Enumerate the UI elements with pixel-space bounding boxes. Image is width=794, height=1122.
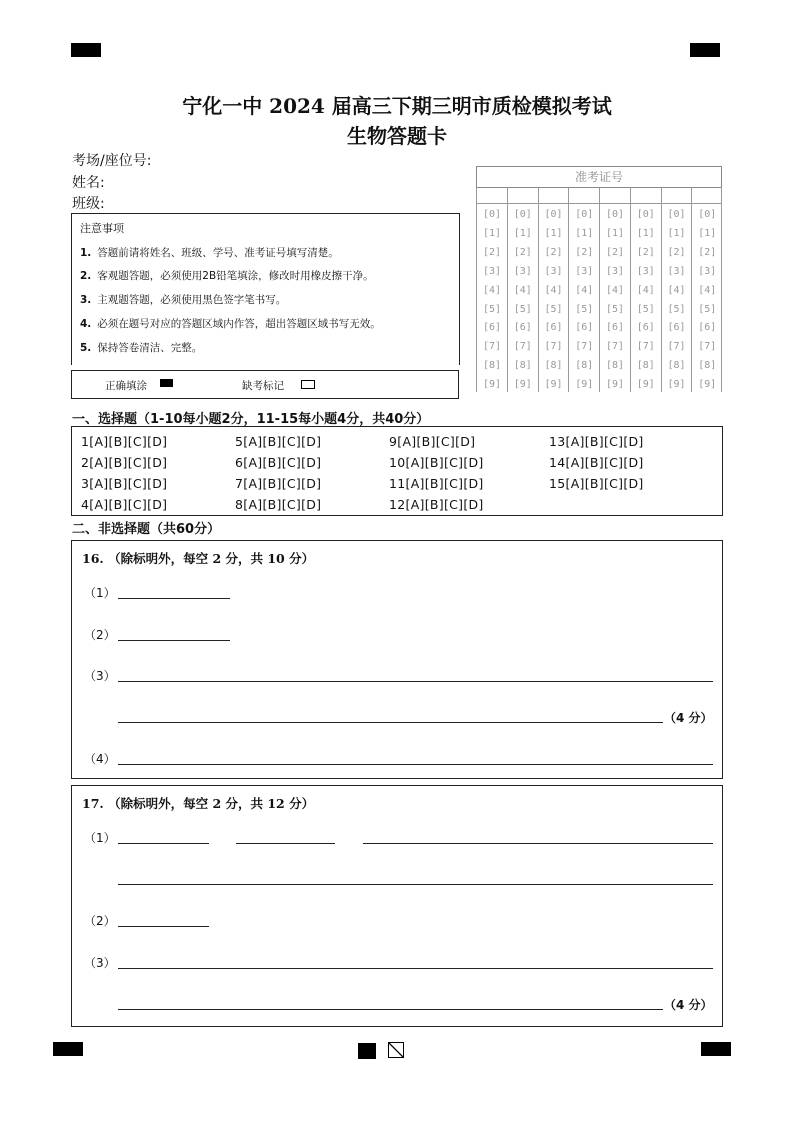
exam-id-digit-bubble[interactable]: [9] [636, 379, 655, 391]
q17-label-1: （1） [84, 831, 116, 845]
exam-id-write-cell[interactable] [600, 187, 630, 204]
exam-id-digit-bubble[interactable]: [6] [482, 322, 502, 334]
exam-id-digit-bubble[interactable]: [4] [667, 284, 686, 296]
exam-id-digit-bubble[interactable]: [4] [575, 284, 594, 296]
exam-id-digit-bubble[interactable]: [2] [544, 246, 563, 258]
q16-answer-line-2[interactable] [118, 640, 230, 641]
exam-id-digit-bubble[interactable]: [1] [575, 227, 594, 239]
exam-id-digit-bubble[interactable]: [0] [482, 209, 502, 220]
exam-id-write-cell[interactable] [662, 187, 692, 204]
question-number: 7 [235, 476, 244, 491]
notes-box [71, 213, 460, 365]
q16-answer-line-1[interactable] [118, 598, 230, 599]
exam-id-digit-bubble[interactable]: [5] [544, 303, 563, 315]
exam-id-write-cell[interactable] [631, 187, 661, 204]
option-bubbles[interactable]: [A][B][C][D] [397, 434, 476, 449]
exam-id-column [568, 187, 599, 392]
exam-id-digit-bubble[interactable]: [8] [575, 360, 594, 372]
option-bubbles[interactable]: [A][B][C][D] [565, 455, 644, 470]
note-item: 5. 保持答卷清洁、完整。 [80, 342, 203, 354]
exam-id-digit-bubble[interactable]: [3] [667, 265, 686, 277]
choice-question-9[interactable] [389, 434, 475, 449]
exam-id-digit-bubble[interactable]: [8] [605, 360, 625, 372]
exam-id-column [691, 187, 722, 392]
question-number: 13 [549, 434, 566, 449]
q17-answer-line-1a[interactable] [118, 843, 209, 844]
section1-heading: 一、选择题（1-10每小题2分，11-15每小题4分，共40分） [72, 412, 430, 427]
exam-id-digit-bubble[interactable]: [5] [605, 303, 625, 315]
exam-id-digit-bubble[interactable]: [8] [636, 360, 655, 372]
exam-id-digit-bubble[interactable]: [2] [667, 246, 686, 258]
question-number: 9 [389, 434, 398, 449]
choice-question-11[interactable] [389, 476, 484, 491]
exam-id-digit-bubble[interactable]: [7] [482, 341, 502, 353]
section2-heading: 二、非选择题（共60分） [72, 522, 221, 537]
q17-answer-line-1b[interactable] [236, 843, 335, 844]
exam-id-write-cell[interactable] [477, 187, 507, 204]
choice-question-12[interactable] [389, 497, 484, 512]
question-number: 10 [389, 455, 406, 470]
exam-id-digit-bubble[interactable]: [0] [575, 209, 594, 220]
choice-question-10[interactable] [389, 455, 484, 470]
name-field-label: 姓名: [72, 175, 105, 191]
exam-id-digit-bubble[interactable]: [5] [575, 303, 594, 315]
exam-id-digit-bubble[interactable]: [0] [667, 209, 686, 220]
q16-answer-line-3b[interactable] [118, 722, 663, 723]
registration-mark-top-right [690, 43, 720, 57]
exam-id-digit-bubble[interactable]: [6] [575, 322, 594, 334]
exam-id-digit-bubble[interactable]: [6] [605, 322, 625, 334]
exam-id-digit-bubble[interactable]: [7] [513, 341, 532, 353]
choice-question-7[interactable] [235, 476, 321, 491]
exam-id-digit-bubble[interactable]: [3] [636, 265, 655, 277]
q17-label-2: （2） [84, 914, 116, 928]
exam-id-digit-bubble[interactable]: [4] [544, 284, 563, 296]
option-bubbles[interactable]: [A][B][C][D] [243, 476, 322, 491]
question-number: 14 [549, 455, 566, 470]
exam-id-digit-bubble[interactable]: [9] [575, 379, 594, 391]
choice-question-1[interactable] [81, 434, 167, 449]
option-bubbles[interactable]: [A][B][C][D] [243, 455, 322, 470]
exam-id-digit-bubble[interactable]: [4] [482, 284, 502, 296]
question-number: 4 [81, 497, 90, 512]
exam-id-digit-bubble[interactable]: [1] [605, 227, 625, 239]
q17-answer-line-2[interactable] [118, 926, 209, 927]
exam-id-digit-bubble[interactable]: [2] [575, 246, 594, 258]
q16-answer-box [71, 540, 723, 779]
exam-id-digit-bubble[interactable]: [4] [605, 284, 625, 296]
exam-id-digit-bubble[interactable]: [1] [636, 227, 655, 239]
fill-legend-box [71, 370, 459, 399]
question-number: 1 [81, 434, 90, 449]
exam-id-digit-bubble[interactable]: [0] [513, 209, 532, 220]
page-title: 宁化一中 2024 届高三下期三明市质检模拟考试 [182, 94, 612, 118]
exam-id-digit-bubble[interactable]: [1] [513, 227, 532, 239]
exam-id-digit-bubble[interactable]: [1] [482, 227, 502, 239]
absent-mark-checkbox[interactable] [301, 380, 315, 389]
question-number: 11 [389, 476, 406, 491]
exam-id-digit-bubble[interactable]: [7] [544, 341, 563, 353]
exam-id-digit-bubble[interactable]: [9] [482, 379, 502, 391]
note-item: 1. 答题前请将姓名、班级、学号、准考证号填写清楚。 [80, 247, 339, 259]
q17-answer-line-3a[interactable] [118, 968, 713, 969]
exam-id-digit-bubble[interactable]: [7] [667, 341, 686, 353]
exam-id-digit-bubble[interactable]: [3] [698, 265, 717, 277]
exam-id-digit-bubble[interactable]: [9] [698, 379, 717, 391]
choice-question-4[interactable] [81, 497, 167, 512]
exam-id-digit-bubble[interactable]: [2] [636, 246, 655, 258]
exam-id-column [538, 187, 569, 392]
exam-id-digit-bubble[interactable]: [7] [698, 341, 717, 353]
note-item: 3. 主观题答题，必须使用黑色签字笔书写。 [80, 294, 287, 306]
exam-id-digit-bubble[interactable]: [9] [513, 379, 532, 391]
exam-id-write-cell[interactable] [569, 187, 599, 204]
exam-id-grid [476, 166, 722, 396]
exam-id-write-cell[interactable] [508, 187, 538, 204]
correct-fill-label: 正确填涂 [105, 380, 147, 392]
choice-question-13[interactable] [549, 434, 644, 449]
exam-id-column [507, 187, 538, 392]
question-number: 3 [81, 476, 90, 491]
choice-question-8[interactable] [235, 497, 321, 512]
note-item: 4. 必须在题号对应的答题区域内作答，超出答题区域书写无效。 [80, 318, 381, 330]
option-bubbles[interactable]: [A][B][C][D] [89, 455, 168, 470]
exam-id-digit-bubble[interactable]: [7] [575, 341, 594, 353]
q16-label-4: （4） [84, 752, 116, 766]
exam-id-digit-bubble[interactable]: [7] [605, 341, 625, 353]
exam-id-digit-bubble[interactable]: [6] [667, 322, 686, 334]
exam-id-digit-bubble[interactable]: [0] [544, 209, 563, 220]
choice-question-2[interactable] [81, 455, 167, 470]
exam-id-digit-bubble[interactable]: [8] [544, 360, 563, 372]
exam-id-column [661, 187, 692, 392]
choice-question-6[interactable] [235, 455, 321, 470]
exam-id-digit-bubble[interactable]: [2] [513, 246, 532, 258]
question-number: 8 [235, 497, 244, 512]
q17-score-note: （4 分） [664, 998, 713, 1012]
q16-label-1: （1） [84, 586, 116, 600]
exam-id-digit-bubble[interactable]: [4] [698, 284, 717, 296]
exam-id-digit-bubble[interactable]: [9] [667, 379, 686, 391]
exam-id-digit-bubble[interactable]: [3] [605, 265, 625, 277]
exam-id-heading: 准考证号 [476, 166, 722, 188]
option-bubbles[interactable]: [A][B][C][D] [243, 434, 322, 449]
option-bubbles[interactable]: [A][B][C][D] [405, 497, 484, 512]
exam-id-write-cell[interactable] [692, 187, 722, 204]
question-number: 2 [81, 455, 90, 470]
option-bubbles[interactable]: [A][B][C][D] [565, 476, 644, 491]
exam-id-digit-bubble[interactable]: [9] [544, 379, 563, 391]
class-field-label: 班级: [72, 196, 105, 212]
exam-id-digit-bubble[interactable]: [2] [482, 246, 502, 258]
exam-id-digit-bubble[interactable]: [4] [636, 284, 655, 296]
q17-answer-box [71, 785, 723, 1027]
absent-mark-label: 缺考标记 [242, 380, 284, 392]
option-bubbles[interactable]: [A][B][C][D] [89, 476, 168, 491]
correct-fill-sample [160, 379, 173, 387]
exam-id-digit-bubble[interactable]: [1] [544, 227, 563, 239]
exam-id-digit-bubble[interactable]: [9] [605, 379, 625, 391]
choice-question-15[interactable] [549, 476, 644, 491]
q16-label-3: （3） [84, 669, 116, 683]
q17-label-3: （3） [84, 956, 116, 970]
option-bubbles[interactable]: [A][B][C][D] [405, 476, 484, 491]
page-checkbox-icon [388, 1042, 404, 1058]
q16-answer-line-3a[interactable] [118, 681, 713, 682]
choice-question-3[interactable] [81, 476, 167, 491]
exam-id-digit-bubble[interactable]: [8] [482, 360, 502, 372]
option-bubbles[interactable]: [A][B][C][D] [243, 497, 322, 512]
exam-id-digit-bubble[interactable]: [1] [698, 227, 717, 239]
exam-id-digit-bubble[interactable]: [8] [698, 360, 717, 372]
page-subtitle: 生物答题卡 [347, 124, 447, 148]
exam-id-digit-bubble[interactable]: [3] [575, 265, 594, 277]
option-bubbles[interactable]: [A][B][C][D] [565, 434, 644, 449]
exam-id-digit-bubble[interactable]: [5] [698, 303, 717, 315]
exam-id-column [476, 187, 507, 392]
exam-id-digit-bubble[interactable]: [8] [667, 360, 686, 372]
question-number: 5 [235, 434, 244, 449]
exam-id-column [630, 187, 661, 392]
notes-heading: 注意事项 [80, 222, 124, 235]
choice-question-5[interactable] [235, 434, 321, 449]
exam-id-digit-bubble[interactable]: [0] [636, 209, 655, 220]
exam-id-digit-bubble[interactable]: [6] [698, 322, 717, 334]
registration-mark-bottom-left [53, 1042, 83, 1056]
exam-id-digit-bubble[interactable]: [2] [605, 246, 625, 258]
exam-id-digit-bubble[interactable]: [3] [544, 265, 563, 277]
q17-answer-line-3b[interactable] [118, 1009, 663, 1010]
choice-question-14[interactable] [549, 455, 644, 470]
exam-id-digit-bubble[interactable]: [8] [513, 360, 532, 372]
exam-id-digit-bubble[interactable]: [5] [482, 303, 502, 315]
exam-id-digit-bubble[interactable]: [7] [636, 341, 655, 353]
exam-id-digit-bubble[interactable]: [6] [513, 322, 532, 334]
question-number: 6 [235, 455, 244, 470]
exam-id-digit-bubble[interactable]: [6] [544, 322, 563, 334]
seat-field-label: 考场/座位号: [72, 153, 152, 169]
q16-score-note: （4 分） [664, 711, 713, 725]
q16-title: 16. （除标明外，每空 2 分，共 10 分） [82, 551, 315, 566]
exam-id-digit-bubble[interactable]: [2] [698, 246, 717, 258]
exam-id-digit-bubble[interactable]: [3] [513, 265, 532, 277]
exam-id-digit-bubble[interactable]: [0] [698, 209, 717, 220]
option-bubbles[interactable]: [A][B][C][D] [405, 455, 484, 470]
q17-title: 17. （除标明外，每空 2 分，共 12 分） [82, 796, 315, 811]
note-item: 2. 客观题答题，必须使用2B铅笔填涂，修改时用橡皮擦干净。 [80, 270, 374, 282]
exam-id-digit-bubble[interactable]: [6] [636, 322, 655, 334]
exam-id-digit-bubble[interactable]: [1] [667, 227, 686, 239]
option-bubbles[interactable]: [A][B][C][D] [89, 434, 168, 449]
exam-id-digit-bubble[interactable]: [5] [513, 303, 532, 315]
exam-id-digit-bubble[interactable]: [0] [605, 209, 625, 220]
q17-answer-line-1d[interactable] [118, 884, 713, 885]
exam-id-digit-bubble[interactable]: [5] [636, 303, 655, 315]
registration-mark-bottom-center [358, 1043, 376, 1059]
exam-id-column [599, 187, 630, 392]
question-number: 12 [389, 497, 406, 512]
registration-mark-bottom-right [701, 1042, 731, 1056]
exam-id-write-cell[interactable] [539, 187, 569, 204]
q16-label-2: （2） [84, 628, 116, 642]
option-bubbles[interactable]: [A][B][C][D] [89, 497, 168, 512]
registration-mark-top-left [71, 43, 101, 57]
q17-answer-line-1c[interactable] [363, 843, 713, 844]
q16-answer-line-4[interactable] [118, 764, 713, 765]
question-number: 15 [549, 476, 566, 491]
exam-id-digit-bubble[interactable]: [4] [513, 284, 532, 296]
exam-id-digit-bubble[interactable]: [5] [667, 303, 686, 315]
exam-id-digit-bubble[interactable]: [3] [482, 265, 502, 277]
